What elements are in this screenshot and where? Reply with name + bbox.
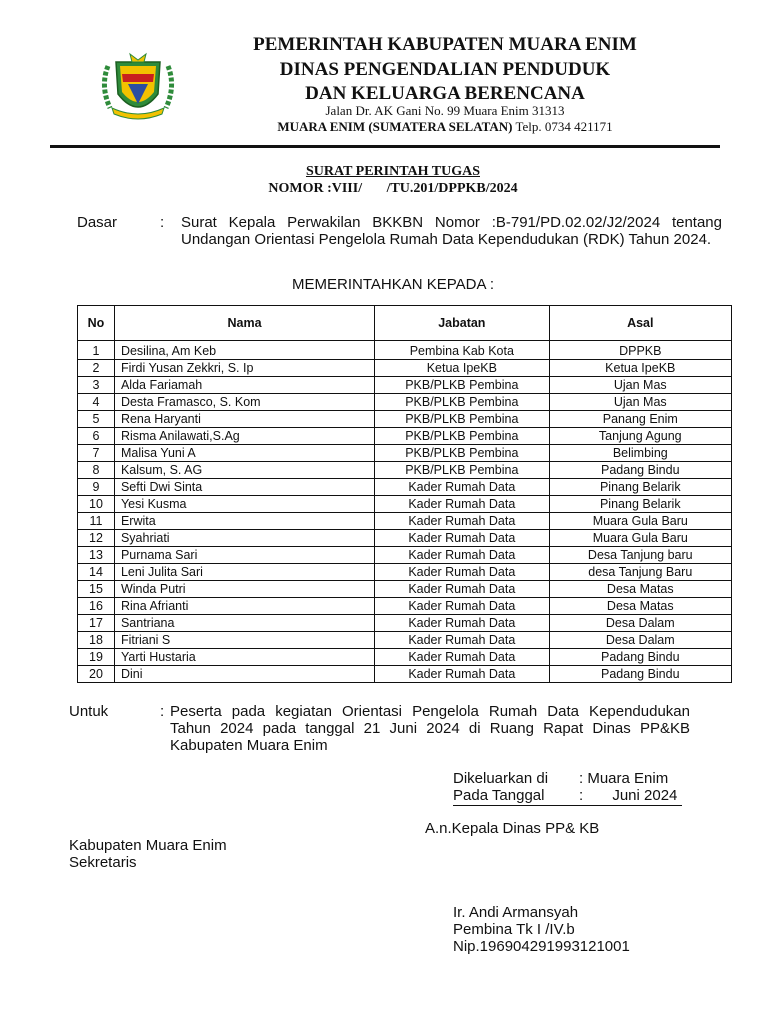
row-jabatan: PKB/PLKB Pembina bbox=[375, 394, 549, 411]
row-asal: Desa Matas bbox=[549, 581, 731, 598]
table-row bbox=[78, 428, 732, 445]
row-asal: Ujan Mas bbox=[549, 377, 731, 394]
header-asal: Asal bbox=[549, 306, 731, 341]
header-no: No bbox=[78, 306, 115, 341]
table-row bbox=[78, 341, 732, 360]
row-asal: DPPKB bbox=[549, 341, 731, 360]
agency-city: MUARA ENIM (SUMATERA SELATAN) bbox=[277, 119, 513, 134]
issued-date-label: Pada Tanggal bbox=[453, 787, 545, 804]
agency-line-3: DAN KELUARGA BERENCANA bbox=[305, 83, 585, 104]
row-nama: Winda Putri bbox=[114, 581, 374, 598]
row-jabatan: Kader Rumah Data bbox=[375, 581, 549, 598]
table-row bbox=[78, 581, 732, 598]
row-no: 6 bbox=[78, 428, 115, 445]
row-no: 14 bbox=[78, 564, 115, 581]
table-row bbox=[78, 632, 732, 649]
row-no: 9 bbox=[78, 479, 115, 496]
row-nama: Risma Anilawati,S.Ag bbox=[114, 428, 374, 445]
row-asal: Pinang Belarik bbox=[549, 479, 731, 496]
table-row bbox=[78, 530, 732, 547]
row-jabatan: PKB/PLKB Pembina bbox=[375, 462, 549, 479]
header-nama: Nama bbox=[114, 306, 374, 341]
row-jabatan: Kader Rumah Data bbox=[375, 547, 549, 564]
issued-date-row bbox=[453, 787, 682, 806]
row-nama: Desta Framasco, S. Kom bbox=[114, 394, 374, 411]
row-nama: Kalsum, S. AG bbox=[114, 462, 374, 479]
row-no: 16 bbox=[78, 598, 115, 615]
row-asal: Desa Dalam bbox=[549, 615, 731, 632]
row-jabatan: Kader Rumah Data bbox=[375, 530, 549, 547]
table-row bbox=[78, 462, 732, 479]
agency-address: Jalan Dr. AK Gani No. 99 Muara Enim 31313 bbox=[325, 103, 565, 118]
row-no: 18 bbox=[78, 632, 115, 649]
row-jabatan: Kader Rumah Data bbox=[375, 496, 549, 513]
row-nama: Alda Fariamah bbox=[114, 377, 374, 394]
dasar-label: Dasar bbox=[77, 214, 118, 231]
on-behalf-line: A.n.Kepala Dinas PP& KB bbox=[425, 820, 600, 837]
row-jabatan: Kader Rumah Data bbox=[375, 649, 549, 666]
row-jabatan: Kader Rumah Data bbox=[375, 666, 549, 683]
header-jabatan: Jabatan bbox=[375, 306, 549, 341]
row-no: 17 bbox=[78, 615, 115, 632]
row-nama: Fitriani S bbox=[114, 632, 374, 649]
row-asal: Padang Bindu bbox=[549, 666, 731, 683]
row-jabatan: Kader Rumah Data bbox=[375, 598, 549, 615]
row-no: 10 bbox=[78, 496, 115, 513]
row-no: 15 bbox=[78, 581, 115, 598]
row-no: 4 bbox=[78, 394, 115, 411]
row-asal: Ujan Mas bbox=[549, 394, 731, 411]
row-asal: Padang Bindu bbox=[549, 462, 731, 479]
row-jabatan: Pembina Kab Kota bbox=[375, 341, 549, 360]
row-jabatan: Kader Rumah Data bbox=[375, 513, 549, 530]
untuk-text: Peserta pada kegiatan Orientasi Pengelola Rumah Data Kependudukan Tahun 2024 pada tanggal 21 Juni 2024 di Ruang Rapat Dinas PP&KB Kabupaten Muara Enim bbox=[170, 703, 690, 754]
issued-place-value: : Muara Enim bbox=[579, 770, 669, 787]
table-row bbox=[78, 496, 732, 513]
row-asal: Desa Matas bbox=[549, 598, 731, 615]
row-no: 19 bbox=[78, 649, 115, 666]
agency-line-1: PEMERINTAH KABUPATEN MUARA ENIM bbox=[253, 34, 637, 55]
row-nama: Desilina, Am Keb bbox=[114, 341, 374, 360]
agency-phone: Telp. 0734 421171 bbox=[512, 119, 613, 134]
document-number: NOMOR :VIII/ /TU.201/DPPKB/2024 bbox=[268, 181, 518, 196]
table-row bbox=[78, 411, 732, 428]
row-no: 11 bbox=[78, 513, 115, 530]
row-no: 3 bbox=[78, 377, 115, 394]
row-nama: Yarti Hustaria bbox=[114, 649, 374, 666]
row-no: 12 bbox=[78, 530, 115, 547]
letterhead-divider bbox=[50, 145, 720, 148]
untuk-label: Untuk bbox=[69, 703, 109, 720]
secretary-line: Sekretaris bbox=[69, 854, 137, 871]
signatory-nip: Nip.196904291993121001 bbox=[453, 938, 630, 955]
row-nama: Dini bbox=[114, 666, 374, 683]
table-row bbox=[78, 564, 732, 581]
table-row bbox=[78, 666, 732, 683]
row-jabatan: Kader Rumah Data bbox=[375, 615, 549, 632]
untuk-colon: : bbox=[160, 703, 165, 720]
row-asal: Panang Enim bbox=[549, 411, 731, 428]
signatory-rank: Pembina Tk I /IV.b bbox=[453, 921, 575, 938]
dasar-text: Surat Kepala Perwakilan BKKBN Nomor :B-791/PD.02.02/J2/2024 tentang Undangan Orientasi Pengelola Rumah Data Kependudukan (RDK) Tahun 2024. bbox=[181, 214, 722, 248]
row-no: 1 bbox=[78, 341, 115, 360]
row-no: 20 bbox=[78, 666, 115, 683]
row-nama: Malisa Yuni A bbox=[114, 445, 374, 462]
row-jabatan: Ketua IpeKB bbox=[375, 360, 549, 377]
row-asal: Muara Gula Baru bbox=[549, 513, 731, 530]
dasar-colon: : bbox=[160, 214, 165, 231]
agency-line-2: DINAS PENGENDALIAN PENDUDUK bbox=[279, 59, 611, 80]
row-nama: Firdi Yusan Zekkri, S. Ip bbox=[114, 360, 374, 377]
table-row bbox=[78, 360, 732, 377]
row-jabatan: Kader Rumah Data bbox=[375, 564, 549, 581]
row-nama: Syahriati bbox=[114, 530, 374, 547]
row-nama: Sefti Dwi Sinta bbox=[114, 479, 374, 496]
table-row bbox=[78, 649, 732, 666]
row-asal: Ketua IpeKB bbox=[549, 360, 731, 377]
row-nama: Santriana bbox=[114, 615, 374, 632]
table-body bbox=[78, 341, 732, 683]
row-nama: Erwita bbox=[114, 513, 374, 530]
row-asal: Pinang Belarik bbox=[549, 496, 731, 513]
row-asal: Desa Tanjung baru bbox=[549, 547, 731, 564]
row-no: 8 bbox=[78, 462, 115, 479]
table-row bbox=[78, 479, 732, 496]
row-no: 13 bbox=[78, 547, 115, 564]
order-heading: MEMERINTAHKAN KEPADA : bbox=[292, 276, 494, 293]
table-row bbox=[78, 445, 732, 462]
row-jabatan: PKB/PLKB Pembina bbox=[375, 428, 549, 445]
table-row bbox=[78, 394, 732, 411]
table-row bbox=[78, 615, 732, 632]
row-nama: Rena Haryanti bbox=[114, 411, 374, 428]
table-row bbox=[78, 377, 732, 394]
row-jabatan: PKB/PLKB Pembina bbox=[375, 411, 549, 428]
row-asal: Padang Bindu bbox=[549, 649, 731, 666]
table-row bbox=[78, 547, 732, 564]
row-jabatan: PKB/PLKB Pembina bbox=[375, 377, 549, 394]
row-no: 2 bbox=[78, 360, 115, 377]
table-row bbox=[78, 513, 732, 530]
row-asal: Tanjung Agung bbox=[549, 428, 731, 445]
region-line: Kabupaten Muara Enim bbox=[69, 837, 227, 854]
signatory-name: Ir. Andi Armansyah bbox=[453, 904, 579, 921]
row-asal: Belimbing bbox=[549, 445, 731, 462]
document-title: SURAT PERINTAH TUGAS bbox=[305, 164, 480, 179]
row-nama: Rina Afrianti bbox=[114, 598, 374, 615]
table-row bbox=[78, 598, 732, 615]
agency-city-phone bbox=[150, 119, 740, 135]
row-nama: Yesi Kusma bbox=[114, 496, 374, 513]
row-asal: Muara Gula Baru bbox=[549, 530, 731, 547]
row-asal: Desa Dalam bbox=[549, 632, 731, 649]
row-no: 5 bbox=[78, 411, 115, 428]
row-nama: Leni Julita Sari bbox=[114, 564, 374, 581]
row-jabatan: Kader Rumah Data bbox=[375, 632, 549, 649]
row-no: 7 bbox=[78, 445, 115, 462]
table-header-row bbox=[78, 306, 732, 341]
issued-place-label: Dikeluarkan di bbox=[453, 770, 549, 787]
row-jabatan: PKB/PLKB Pembina bbox=[375, 445, 549, 462]
issued-date-value: : Juni 2024 bbox=[579, 787, 678, 804]
row-jabatan: Kader Rumah Data bbox=[375, 479, 549, 496]
assignee-table bbox=[77, 305, 732, 683]
row-asal: desa Tanjung Baru bbox=[549, 564, 731, 581]
row-nama: Purnama Sari bbox=[114, 547, 374, 564]
